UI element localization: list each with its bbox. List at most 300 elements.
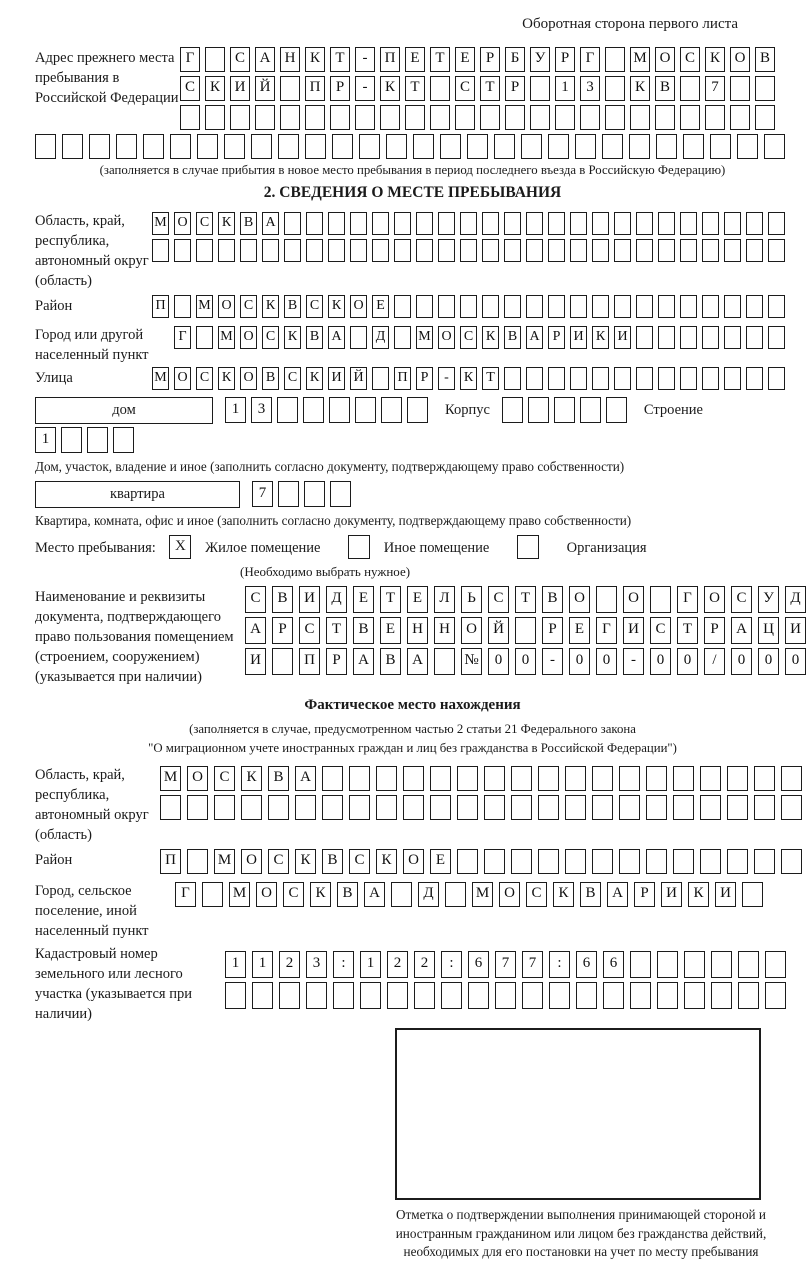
char-cell[interactable]: М (152, 212, 169, 235)
char-cell[interactable] (746, 367, 763, 390)
char-cell[interactable]: С (240, 295, 257, 318)
char-cell[interactable] (684, 951, 705, 978)
char-cell[interactable]: Г (174, 326, 191, 349)
char-cell[interactable] (180, 105, 200, 130)
char-cell[interactable]: Ь (461, 586, 482, 613)
char-cell[interactable] (504, 212, 521, 235)
char-cell[interactable] (511, 766, 532, 791)
char-cell[interactable] (684, 982, 705, 1009)
char-cell[interactable] (746, 295, 763, 318)
char-cell[interactable]: Р (634, 882, 655, 907)
char-cell[interactable]: Т (515, 586, 536, 613)
char-cell[interactable] (680, 76, 700, 101)
char-cell[interactable] (614, 239, 631, 262)
char-cell[interactable]: - (542, 648, 563, 675)
char-cell[interactable] (202, 882, 223, 907)
char-cell[interactable]: О (187, 766, 208, 791)
char-cell[interactable]: Р (272, 617, 293, 644)
char-cell[interactable] (251, 134, 272, 159)
char-cell[interactable]: 6 (468, 951, 489, 978)
char-cell[interactable] (570, 367, 587, 390)
char-cell[interactable] (528, 397, 549, 423)
char-cell[interactable]: В (353, 617, 374, 644)
char-cell[interactable] (322, 795, 343, 820)
char-cell[interactable]: : (549, 951, 570, 978)
char-cell[interactable] (350, 326, 367, 349)
char-cell[interactable] (330, 105, 350, 130)
char-cell[interactable]: 7 (252, 481, 273, 507)
char-cell[interactable] (538, 849, 559, 874)
char-cell[interactable] (680, 212, 697, 235)
char-cell[interactable] (414, 982, 435, 1009)
char-cell[interactable]: В (580, 882, 601, 907)
char-cell[interactable] (658, 212, 675, 235)
char-cell[interactable]: С (460, 326, 477, 349)
char-cell[interactable]: М (196, 295, 213, 318)
char-cell[interactable] (526, 295, 543, 318)
char-cell[interactable] (143, 134, 164, 159)
char-cell[interactable] (394, 326, 411, 349)
char-cell[interactable] (350, 239, 367, 262)
char-cell[interactable] (603, 982, 624, 1009)
char-cell[interactable] (570, 295, 587, 318)
char-cell[interactable] (580, 105, 600, 130)
char-cell[interactable] (438, 239, 455, 262)
char-cell[interactable] (394, 239, 411, 262)
char-cell[interactable]: Т (480, 76, 500, 101)
char-cell[interactable] (548, 239, 565, 262)
char-cell[interactable] (754, 849, 775, 874)
char-cell[interactable] (614, 367, 631, 390)
char-cell[interactable]: / (704, 648, 725, 675)
char-cell[interactable] (511, 849, 532, 874)
char-cell[interactable]: К (262, 295, 279, 318)
char-cell[interactable] (380, 105, 400, 130)
char-cell[interactable] (225, 982, 246, 1009)
char-cell[interactable] (295, 795, 316, 820)
char-cell[interactable]: А (353, 648, 374, 675)
char-cell[interactable]: 0 (596, 648, 617, 675)
char-cell[interactable] (62, 134, 83, 159)
char-cell[interactable] (445, 882, 466, 907)
char-cell[interactable]: С (284, 367, 301, 390)
char-cell[interactable]: В (655, 76, 675, 101)
char-cell[interactable] (700, 795, 721, 820)
char-cell[interactable]: : (441, 951, 462, 978)
char-cell[interactable] (702, 326, 719, 349)
char-cell[interactable] (646, 795, 667, 820)
char-cell[interactable] (482, 212, 499, 235)
char-cell[interactable] (438, 212, 455, 235)
char-cell[interactable] (457, 766, 478, 791)
char-cell[interactable] (683, 134, 704, 159)
char-cell[interactable]: Д (326, 586, 347, 613)
char-cell[interactable]: К (295, 849, 316, 874)
char-cell[interactable]: Р (416, 367, 433, 390)
char-cell[interactable] (724, 295, 741, 318)
char-cell[interactable]: О (403, 849, 424, 874)
char-cell[interactable] (605, 105, 625, 130)
char-cell[interactable]: В (755, 47, 775, 72)
char-cell[interactable]: В (322, 849, 343, 874)
char-cell[interactable]: И (299, 586, 320, 613)
char-cell[interactable] (548, 295, 565, 318)
char-cell[interactable]: С (650, 617, 671, 644)
char-cell[interactable] (746, 239, 763, 262)
char-cell[interactable]: В (272, 586, 293, 613)
char-cell[interactable] (332, 134, 353, 159)
char-cell[interactable]: О (730, 47, 750, 72)
char-cell[interactable] (565, 849, 586, 874)
char-cell[interactable]: 1 (35, 427, 56, 453)
char-cell[interactable] (658, 239, 675, 262)
char-cell[interactable]: О (499, 882, 520, 907)
char-cell[interactable] (711, 951, 732, 978)
char-cell[interactable] (277, 397, 298, 423)
char-cell[interactable] (460, 295, 477, 318)
char-cell[interactable] (387, 982, 408, 1009)
char-cell[interactable] (61, 427, 82, 453)
char-cell[interactable] (376, 766, 397, 791)
char-cell[interactable]: 0 (650, 648, 671, 675)
char-cell[interactable]: - (355, 76, 375, 101)
char-cell[interactable] (306, 239, 323, 262)
char-cell[interactable]: : (333, 951, 354, 978)
char-cell[interactable] (329, 397, 350, 423)
char-cell[interactable]: Ц (758, 617, 779, 644)
char-cell[interactable] (746, 212, 763, 235)
char-cell[interactable] (737, 134, 758, 159)
char-cell[interactable] (205, 105, 225, 130)
char-cell[interactable]: 1 (225, 951, 246, 978)
char-cell[interactable] (646, 849, 667, 874)
char-cell[interactable]: - (355, 47, 375, 72)
char-cell[interactable] (280, 105, 300, 130)
char-cell[interactable] (349, 795, 370, 820)
char-cell[interactable] (592, 795, 613, 820)
char-cell[interactable] (724, 212, 741, 235)
char-cell[interactable]: Д (785, 586, 806, 613)
char-cell[interactable]: Н (280, 47, 300, 72)
char-cell[interactable] (538, 795, 559, 820)
char-cell[interactable] (394, 212, 411, 235)
char-cell[interactable]: О (174, 367, 191, 390)
char-cell[interactable] (658, 295, 675, 318)
char-cell[interactable]: Т (430, 47, 450, 72)
char-cell[interactable]: 7 (705, 76, 725, 101)
char-cell[interactable] (306, 212, 323, 235)
char-cell[interactable] (592, 239, 609, 262)
char-cell[interactable] (255, 105, 275, 130)
char-cell[interactable]: Т (326, 617, 347, 644)
char-cell[interactable] (262, 239, 279, 262)
char-cell[interactable] (494, 134, 515, 159)
checkbox-other-premises[interactable] (348, 535, 370, 559)
char-cell[interactable] (482, 239, 499, 262)
char-cell[interactable] (502, 397, 523, 423)
char-cell[interactable]: Р (548, 326, 565, 349)
char-cell[interactable]: М (152, 367, 169, 390)
char-cell[interactable] (505, 105, 525, 130)
char-cell[interactable] (656, 134, 677, 159)
char-cell[interactable] (484, 849, 505, 874)
char-cell[interactable] (605, 76, 625, 101)
char-cell[interactable] (413, 134, 434, 159)
char-cell[interactable] (592, 766, 613, 791)
checkbox-organization[interactable] (517, 535, 539, 559)
char-cell[interactable]: П (152, 295, 169, 318)
char-cell[interactable] (724, 367, 741, 390)
char-cell[interactable]: Е (407, 586, 428, 613)
char-cell[interactable] (214, 795, 235, 820)
char-cell[interactable] (565, 795, 586, 820)
char-cell[interactable] (755, 105, 775, 130)
char-cell[interactable] (570, 239, 587, 262)
char-cell[interactable] (702, 295, 719, 318)
char-cell[interactable] (614, 295, 631, 318)
char-cell[interactable]: 0 (758, 648, 779, 675)
char-cell[interactable] (636, 367, 653, 390)
char-cell[interactable] (89, 134, 110, 159)
char-cell[interactable]: А (407, 648, 428, 675)
char-cell[interactable] (416, 239, 433, 262)
char-cell[interactable] (440, 134, 461, 159)
char-cell[interactable] (330, 481, 351, 507)
char-cell[interactable]: В (240, 212, 257, 235)
char-cell[interactable] (710, 134, 731, 159)
char-cell[interactable] (768, 367, 785, 390)
char-cell[interactable] (241, 795, 262, 820)
char-cell[interactable] (724, 239, 741, 262)
char-cell[interactable]: 7 (495, 951, 516, 978)
char-cell[interactable]: Е (353, 586, 374, 613)
char-cell[interactable] (592, 849, 613, 874)
char-cell[interactable]: Л (434, 586, 455, 613)
char-cell[interactable] (549, 982, 570, 1009)
char-cell[interactable]: У (758, 586, 779, 613)
char-cell[interactable] (636, 295, 653, 318)
char-cell[interactable]: Д (372, 326, 389, 349)
char-cell[interactable]: М (160, 766, 181, 791)
char-cell[interactable] (328, 239, 345, 262)
char-cell[interactable] (278, 134, 299, 159)
char-cell[interactable] (580, 397, 601, 423)
char-cell[interactable] (484, 795, 505, 820)
char-cell[interactable]: О (350, 295, 367, 318)
char-cell[interactable] (279, 982, 300, 1009)
char-cell[interactable]: Е (430, 849, 451, 874)
char-cell[interactable] (657, 951, 678, 978)
char-cell[interactable]: К (306, 367, 323, 390)
char-cell[interactable]: 2 (414, 951, 435, 978)
char-cell[interactable] (768, 212, 785, 235)
char-cell[interactable] (376, 795, 397, 820)
char-cell[interactable] (224, 134, 245, 159)
char-cell[interactable] (511, 795, 532, 820)
char-cell[interactable]: К (205, 76, 225, 101)
char-cell[interactable]: А (295, 766, 316, 791)
char-cell[interactable]: К (218, 212, 235, 235)
char-cell[interactable] (360, 982, 381, 1009)
char-cell[interactable]: И (230, 76, 250, 101)
char-cell[interactable]: Е (405, 47, 425, 72)
char-cell[interactable] (781, 795, 802, 820)
char-cell[interactable]: В (268, 766, 289, 791)
char-cell[interactable]: - (438, 367, 455, 390)
char-cell[interactable]: К (592, 326, 609, 349)
char-cell[interactable]: К (328, 295, 345, 318)
char-cell[interactable] (230, 105, 250, 130)
char-cell[interactable]: 0 (569, 648, 590, 675)
char-cell[interactable] (764, 134, 785, 159)
char-cell[interactable] (724, 326, 741, 349)
char-cell[interactable] (484, 766, 505, 791)
char-cell[interactable] (407, 397, 428, 423)
char-cell[interactable] (482, 295, 499, 318)
char-cell[interactable] (680, 367, 697, 390)
char-cell[interactable] (187, 795, 208, 820)
char-cell[interactable] (680, 326, 697, 349)
char-cell[interactable]: В (284, 295, 301, 318)
char-cell[interactable]: И (785, 617, 806, 644)
char-cell[interactable] (304, 481, 325, 507)
char-cell[interactable]: Р (505, 76, 525, 101)
char-cell[interactable] (727, 795, 748, 820)
char-cell[interactable]: О (623, 586, 644, 613)
char-cell[interactable]: № (461, 648, 482, 675)
char-cell[interactable] (468, 982, 489, 1009)
char-cell[interactable]: А (526, 326, 543, 349)
char-cell[interactable] (480, 105, 500, 130)
char-cell[interactable] (727, 766, 748, 791)
char-cell[interactable]: 1 (555, 76, 575, 101)
char-cell[interactable]: Е (455, 47, 475, 72)
char-cell[interactable]: В (262, 367, 279, 390)
char-cell[interactable]: К (380, 76, 400, 101)
char-cell[interactable] (730, 105, 750, 130)
char-cell[interactable]: К (460, 367, 477, 390)
char-cell[interactable]: О (174, 212, 191, 235)
char-cell[interactable] (655, 105, 675, 130)
char-cell[interactable]: К (305, 47, 325, 72)
char-cell[interactable] (113, 427, 134, 453)
char-cell[interactable]: 1 (360, 951, 381, 978)
char-cell[interactable]: О (218, 295, 235, 318)
char-cell[interactable]: С (262, 326, 279, 349)
char-cell[interactable]: О (461, 617, 482, 644)
char-cell[interactable] (554, 397, 575, 423)
char-cell[interactable]: Д (418, 882, 439, 907)
char-cell[interactable]: 3 (251, 397, 272, 423)
char-cell[interactable]: К (688, 882, 709, 907)
char-cell[interactable]: М (416, 326, 433, 349)
char-cell[interactable]: С (526, 882, 547, 907)
char-cell[interactable]: С (488, 586, 509, 613)
char-cell[interactable] (284, 239, 301, 262)
char-cell[interactable]: В (337, 882, 358, 907)
char-cell[interactable] (548, 134, 569, 159)
char-cell[interactable]: С (230, 47, 250, 72)
char-cell[interactable] (619, 795, 640, 820)
char-cell[interactable]: О (438, 326, 455, 349)
char-cell[interactable]: Г (677, 586, 698, 613)
char-cell[interactable] (403, 795, 424, 820)
char-cell[interactable] (455, 105, 475, 130)
char-cell[interactable] (328, 212, 345, 235)
checkbox-residential[interactable]: X (169, 535, 191, 559)
char-cell[interactable] (372, 367, 389, 390)
char-cell[interactable] (252, 982, 273, 1009)
char-cell[interactable] (700, 849, 721, 874)
char-cell[interactable] (592, 295, 609, 318)
char-cell[interactable]: 1 (252, 951, 273, 978)
char-cell[interactable]: П (160, 849, 181, 874)
char-cell[interactable]: К (218, 367, 235, 390)
char-cell[interactable] (614, 212, 631, 235)
char-cell[interactable]: А (607, 882, 628, 907)
char-cell[interactable]: О (256, 882, 277, 907)
char-cell[interactable] (781, 849, 802, 874)
char-cell[interactable]: Й (255, 76, 275, 101)
char-cell[interactable]: О (241, 849, 262, 874)
char-cell[interactable]: С (680, 47, 700, 72)
char-cell[interactable]: С (196, 367, 213, 390)
char-cell[interactable] (381, 397, 402, 423)
char-cell[interactable]: С (268, 849, 289, 874)
char-cell[interactable] (629, 134, 650, 159)
char-cell[interactable] (467, 134, 488, 159)
char-cell[interactable] (441, 982, 462, 1009)
char-cell[interactable]: А (731, 617, 752, 644)
char-cell[interactable]: О (655, 47, 675, 72)
char-cell[interactable]: В (542, 586, 563, 613)
char-cell[interactable]: О (704, 586, 725, 613)
char-cell[interactable] (730, 76, 750, 101)
char-cell[interactable] (602, 134, 623, 159)
char-cell[interactable]: М (229, 882, 250, 907)
char-cell[interactable]: 0 (731, 648, 752, 675)
char-cell[interactable] (606, 397, 627, 423)
char-cell[interactable] (372, 239, 389, 262)
char-cell[interactable] (673, 766, 694, 791)
char-cell[interactable] (205, 47, 225, 72)
char-cell[interactable]: С (299, 617, 320, 644)
char-cell[interactable] (727, 849, 748, 874)
char-cell[interactable] (646, 766, 667, 791)
char-cell[interactable]: П (380, 47, 400, 72)
char-cell[interactable] (504, 239, 521, 262)
char-cell[interactable]: И (570, 326, 587, 349)
char-cell[interactable]: С (731, 586, 752, 613)
char-cell[interactable] (174, 239, 191, 262)
char-cell[interactable]: Р (704, 617, 725, 644)
char-cell[interactable]: А (262, 212, 279, 235)
char-cell[interactable] (592, 212, 609, 235)
char-cell[interactable] (754, 766, 775, 791)
char-cell[interactable]: К (310, 882, 331, 907)
char-cell[interactable] (35, 134, 56, 159)
char-cell[interactable] (386, 134, 407, 159)
char-cell[interactable]: Й (488, 617, 509, 644)
char-cell[interactable] (372, 212, 389, 235)
char-cell[interactable] (673, 795, 694, 820)
char-cell[interactable]: И (245, 648, 266, 675)
char-cell[interactable] (322, 766, 343, 791)
char-cell[interactable]: Н (434, 617, 455, 644)
char-cell[interactable] (700, 766, 721, 791)
char-cell[interactable]: Н (407, 617, 428, 644)
char-cell[interactable] (359, 134, 380, 159)
